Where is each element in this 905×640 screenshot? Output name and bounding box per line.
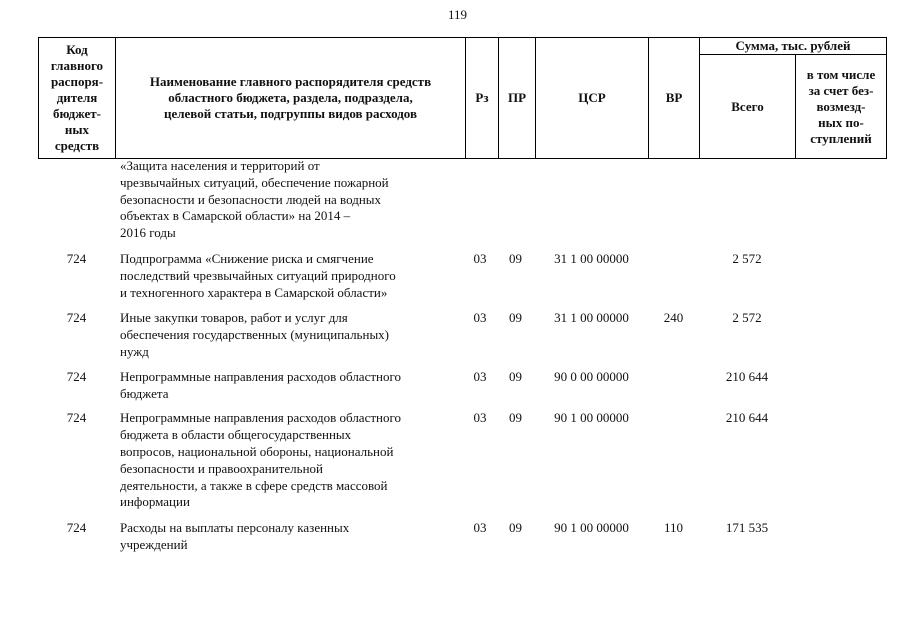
row-name-line: учреждений xyxy=(120,536,188,552)
row-rz: 03 xyxy=(473,410,487,426)
row-name xyxy=(120,251,465,301)
row-pr: 09 xyxy=(509,520,522,536)
row-code: 724 xyxy=(66,520,87,536)
row-name-line: Подпрограмма «Снижение риска и смягчение xyxy=(120,250,374,266)
table-row xyxy=(38,251,886,301)
row-name-line: Расходы на выплаты персоналу казенных xyxy=(120,520,350,536)
row-name xyxy=(120,310,465,360)
row-name-line: безопасности и правоохранительной xyxy=(120,460,323,476)
row-total: 210 644 xyxy=(725,410,769,426)
table-row xyxy=(38,310,886,360)
table-row xyxy=(38,369,886,403)
table-row xyxy=(38,158,886,242)
header-code xyxy=(39,38,116,159)
row-name-line: Иные закупки товаров, работ и услуг для xyxy=(120,310,348,326)
row-name-line: объектах в Самарской области» на 2014 – xyxy=(120,208,351,224)
header-code-line: главного xyxy=(50,58,104,73)
row-vr: 240 xyxy=(663,310,684,326)
row-csr: 90 1 00 00000 xyxy=(554,410,629,426)
row-name xyxy=(120,520,465,554)
row-csr: 90 0 00 00000 xyxy=(554,368,629,384)
row-code: 724 xyxy=(66,368,87,384)
row-code: 724 xyxy=(66,250,87,266)
header-name xyxy=(116,38,466,159)
header-code-line: ных xyxy=(64,122,90,137)
row-csr: 90 1 00 00000 xyxy=(554,520,629,536)
header-table xyxy=(38,37,887,159)
header-free xyxy=(796,55,887,159)
row-rz: 03 xyxy=(473,250,487,266)
header-pr: ПР xyxy=(499,38,536,159)
header-name-line: областного бюджета, раздела, подраздела, xyxy=(168,90,413,105)
header-vr: ВР xyxy=(649,38,700,159)
row-csr: 31 1 00 00000 xyxy=(554,310,629,326)
row-name-line: «Защита населения и территорий от xyxy=(120,158,320,173)
header-total: Всего xyxy=(700,55,796,159)
row-name-line: Непрограммные направления расходов областного xyxy=(120,368,401,384)
page-number: 119 xyxy=(447,7,468,22)
row-name xyxy=(120,158,465,242)
header-csr: ЦСР xyxy=(536,38,649,159)
header-code-line: бюджет- xyxy=(52,106,101,121)
table-row xyxy=(38,410,886,511)
row-name-line: последствий чрезвычайных ситуаций природного xyxy=(120,267,396,283)
row-total: 2 572 xyxy=(732,250,762,266)
row-code: 724 xyxy=(66,410,87,426)
row-name-line: обеспечения государственных (муниципальных) xyxy=(120,327,390,343)
row-name xyxy=(120,410,465,511)
row-pr: 09 xyxy=(509,310,522,326)
header-free-line: в том числе xyxy=(806,66,876,82)
table-row xyxy=(38,520,886,554)
row-rz: 03 xyxy=(473,368,487,384)
row-pr: 09 xyxy=(509,410,522,426)
row-pr: 09 xyxy=(509,250,522,266)
header-code-line: Код xyxy=(66,42,88,57)
row-name-line: информации xyxy=(120,494,190,510)
row-rz: 03 xyxy=(473,520,487,536)
header-code-line: средств xyxy=(54,138,100,153)
row-name-line: Непрограммные направления расходов областного xyxy=(120,410,401,426)
header-name-line: Наименование главного распорядителя средств xyxy=(149,74,432,89)
row-rz: 03 xyxy=(473,310,487,326)
header-free-line: ных по- xyxy=(818,114,864,130)
row-name-line: деятельности, а также в сфере средств массовой xyxy=(120,477,388,493)
row-name xyxy=(120,369,465,403)
header-code-line: дителя xyxy=(56,90,98,105)
row-name-line: бюджета в области общегосударственных xyxy=(120,427,352,443)
row-total: 171 535 xyxy=(725,520,769,536)
row-vr: 110 xyxy=(663,520,684,536)
table-body xyxy=(38,158,886,554)
row-name-line: вопросов, национальной обороны, национальной xyxy=(120,443,394,459)
header-name-line: целевой статьи, подгруппы видов расходов xyxy=(163,106,418,121)
row-name-line: чрезвычайных ситуаций, обеспечение пожарной xyxy=(120,174,389,190)
header-free-line: за счет без- xyxy=(808,82,874,98)
row-code: 724 xyxy=(66,310,87,326)
row-pr: 09 xyxy=(509,368,522,384)
header-rz: Рз xyxy=(466,38,499,159)
header-sum-title: Сумма, тыс. рублей xyxy=(700,38,887,55)
row-name-line: 2016 годы xyxy=(120,225,176,241)
row-name-line: безопасности и безопасности людей на водных xyxy=(120,191,382,207)
row-name-line: нужд xyxy=(120,343,149,359)
row-total: 2 572 xyxy=(732,310,762,326)
row-name-line: и техногенного характера в Самарской области» xyxy=(120,284,388,300)
table-header xyxy=(38,37,887,159)
row-total: 210 644 xyxy=(725,368,769,384)
header-code-line: распоря- xyxy=(50,74,104,89)
header-free-line: возмезд- xyxy=(816,98,866,114)
row-csr: 31 1 00 00000 xyxy=(554,250,629,266)
row-name-line: бюджета xyxy=(120,385,169,401)
header-free-line: ступлений xyxy=(810,130,872,146)
